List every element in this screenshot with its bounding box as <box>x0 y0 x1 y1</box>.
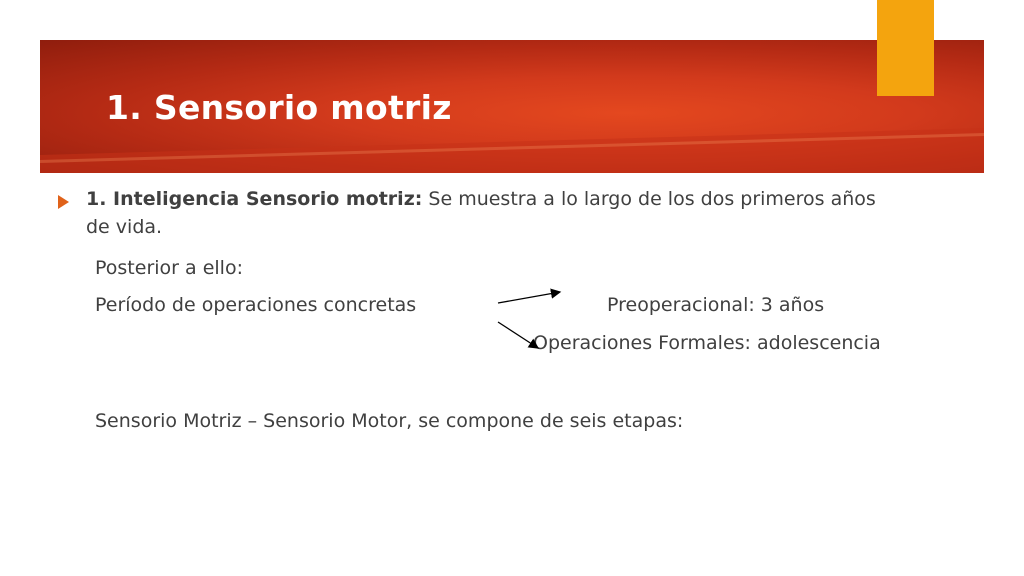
arrow-icon <box>498 292 560 303</box>
bullet-text: Se muestra a lo largo de los dos primeros años <box>422 188 876 210</box>
slide-title: 1. Sensorio motriz <box>106 88 452 127</box>
sensorio-motor-text: Sensorio Motriz – Sensorio Motor, se compone de seis etapas: <box>95 410 684 432</box>
bullet-line-2: de vida. <box>86 216 163 238</box>
posterior-text: Posterior a ello: <box>95 257 243 279</box>
operaciones-formales-text: Operaciones Formales: adolescencia <box>533 332 881 354</box>
arrow-icon <box>498 322 538 348</box>
preoperacional-text: Preoperacional: 3 años <box>607 294 825 316</box>
bullet-bold-label: 1. Inteligencia Sensorio motriz: <box>86 188 423 210</box>
periodo-text: Período de operaciones concretas <box>95 294 417 316</box>
